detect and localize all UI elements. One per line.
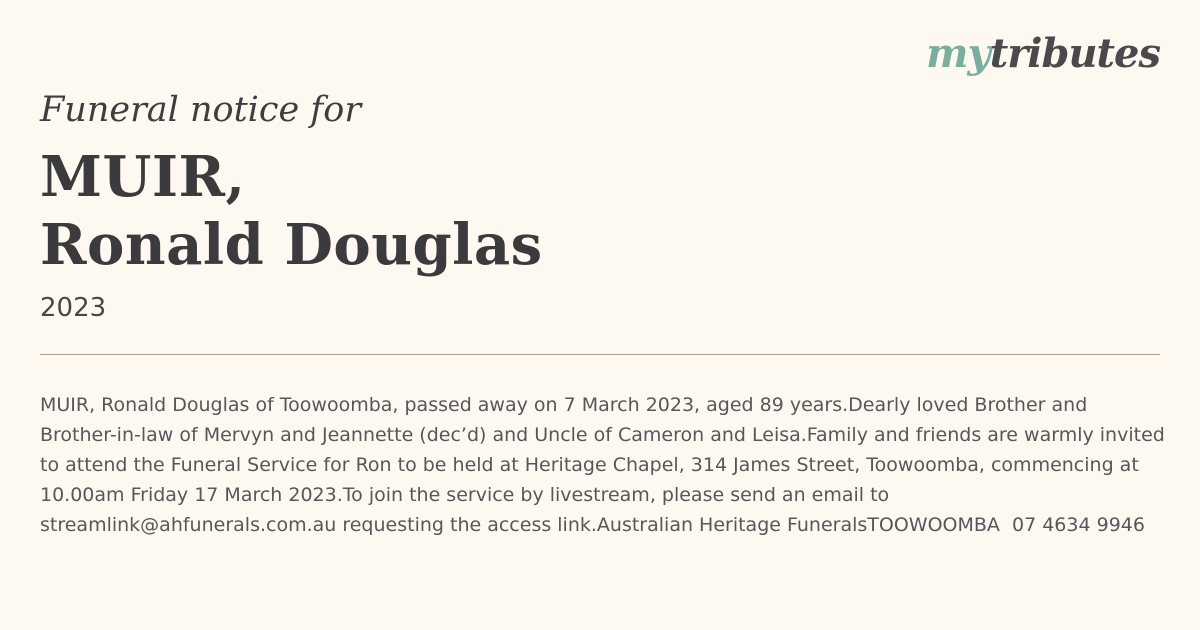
mytributes-logo xyxy=(926,30,1160,78)
notice-body: MUIR, Ronald Douglas of Toowoomba, passed away on 7 March 2023, aged 89 years.Dearly loved Brother and Brother-in-law of Mervyn and Jeannette (dec’d) and Uncle of Cameron and Leisa.Family and friends are warmly invited to attend the Funeral Service for Ron to be held at Heritage Chapel, 314 James Street, Toowoomba, commencing at 10.00am Friday 17 March 2023.To join the service by livestream, please send an email to streamlink@ahfunerals.com.au requesting the access link.Australian Heritage FuneralsTOOWOOMBA 07 4634 9946 xyxy=(40,394,1171,536)
deceased-surname: MUIR, xyxy=(40,144,246,210)
logo-suffix: tributes xyxy=(989,30,1160,77)
notice-year: 2023 xyxy=(40,293,107,323)
deceased-given-names: Ronald Douglas xyxy=(40,212,543,278)
divider xyxy=(40,354,1160,355)
notice-kicker: Funeral notice for xyxy=(40,90,362,130)
logo-prefix: my xyxy=(926,30,990,77)
deceased-name xyxy=(40,143,543,279)
